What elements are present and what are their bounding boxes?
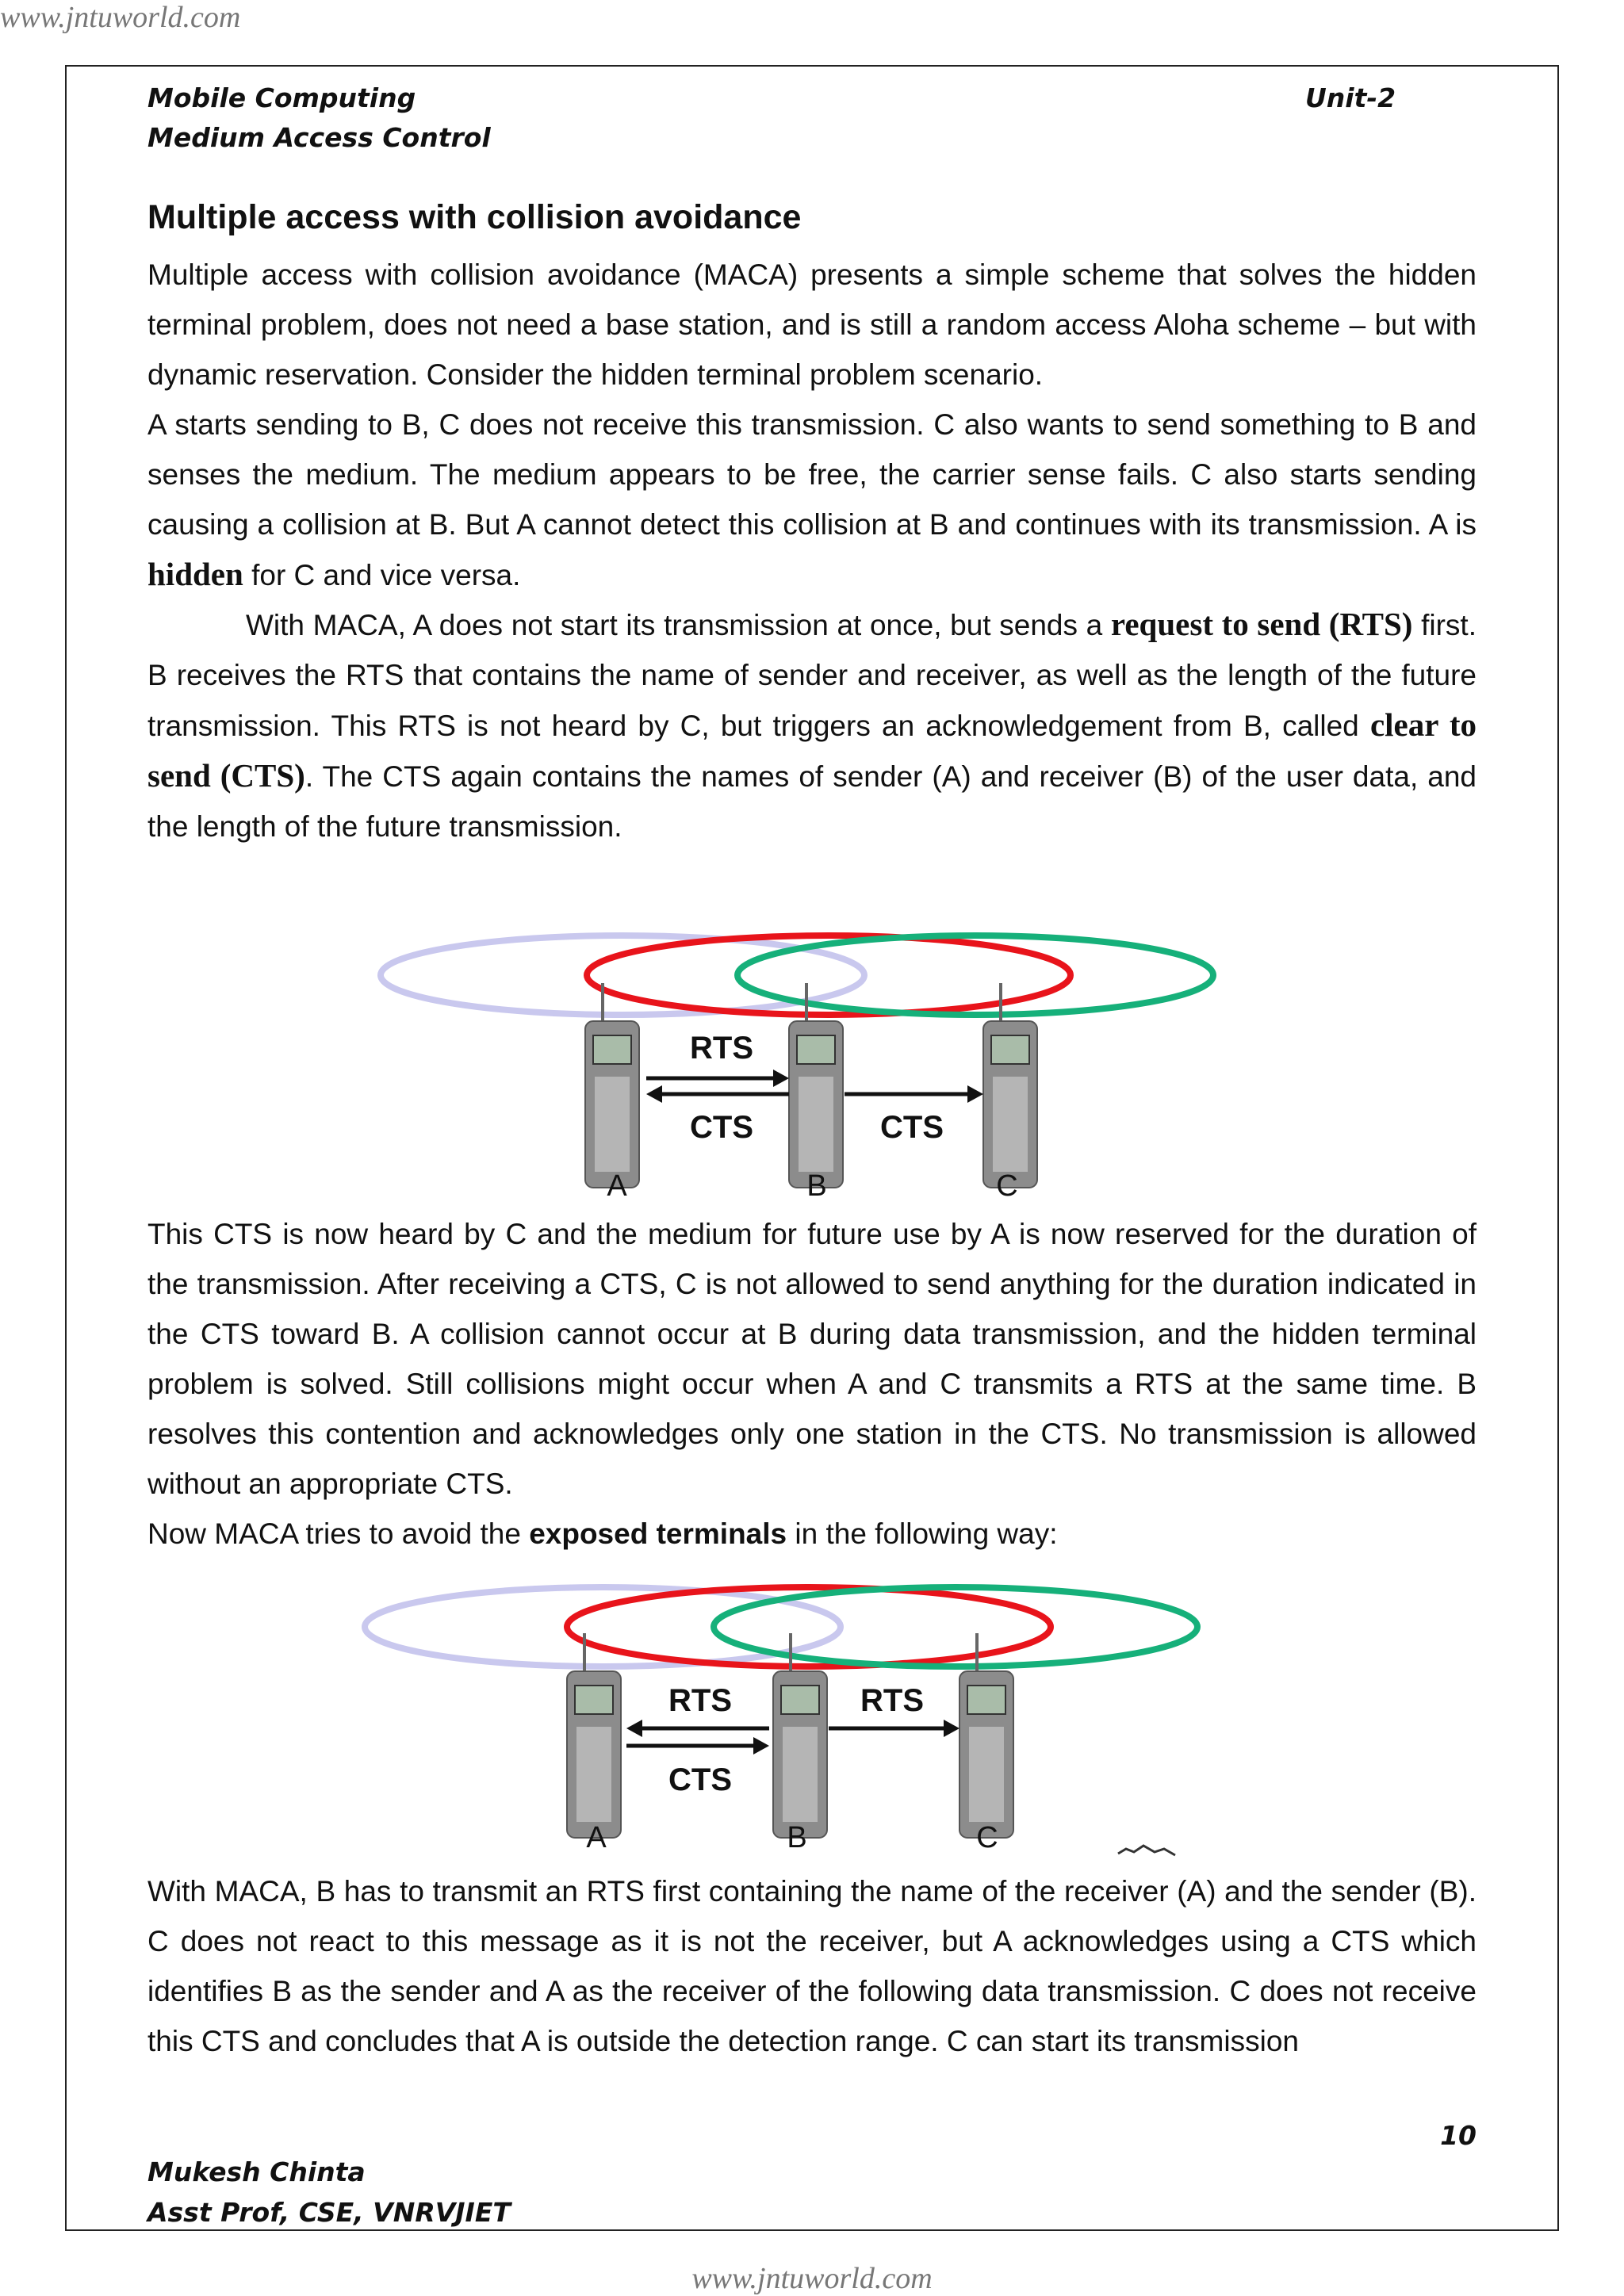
label-cts: CTS [668,1762,732,1797]
label-rts: RTS [690,1031,753,1066]
page-number: 10 [1440,2120,1477,2151]
bold-hidden: hidden [147,556,243,592]
paragraph-exposed-intro: Now MACA tries to avoid the exposed terminals in the following way: [147,1517,1058,1550]
paragraph-cts-heard: This CTS is now heard by C and the medium for future use by A is now reserved for the duration of the transmission. After receiving a CTS, C is not allowed to send anything for the duration indicated in the CTS toward B. A collision cannot occur at B during data transmission, and the hidden terminal problem is solved. Still collisions might occur when A and C transmits a RTS at the same time. B resolves this contention and acknowledges only one station in the CTS. No transmission is allowed without an appropriate CTS. [147,1218,1477,1500]
node-label-a: A [586,1821,607,1854]
section-title: Multiple access with collision avoidance [147,198,802,236]
header-unit: Unit-2 [1305,82,1396,113]
hidden-terminal-diagram [373,924,1277,1209]
label-rts-right: RTS [860,1683,924,1718]
node-label-b: B [806,1169,827,1203]
footer-position: Asst Prof, CSE, VNRVJIET [147,2197,511,2228]
scan-artifact [1118,1846,1175,1855]
footer-author: Mukesh Chinta [147,2156,366,2187]
node-label-a: A [607,1169,627,1203]
header-topic: Medium Access Control [147,122,491,153]
paragraph-rts-cts: With MACA, A does not start its transmission at once, but sends a request to send (RTS) first. B receives the RTS that contains the name of sender and receiver, as well as the length of the future transmission. This RTS is not heard by C, but triggers an acknowledgement from B, called clear to send (CTS). The CTS again contains the names of sender (A) and receiver (B) of the user data, and the length of the future transmission. [147,606,1477,843]
node-label-b: B [787,1821,807,1854]
range-ellipse-c [714,1587,1197,1667]
paragraph-maca-exposed: With MACA, B has to transmit an RTS first containing the name of the receiver (A) and the sender (B). C does not react to this message as it is not the receiver, but A acknowledges using a CTS which identifies B as the sender and A as the receiver of the following data transmission. C does not receive this CTS and concludes that A is outside the detection range. C can start its transmission [147,1875,1477,2057]
paragraph-hidden-scenario: A starts sending to B, C does not receive this transmission. C also wants to send something to B and senses the medium. The medium appears to be free, the carrier sense fails. C also starts sending causing a collision at B. But A cannot detect this collision at B and continues with its transmission. A is hidden for C and vice versa. [147,408,1477,592]
bold-cts: clear to send (CTS) [147,706,1477,794]
node-label-c: C [996,1169,1018,1203]
range-ellipse-c [737,936,1213,1015]
label-rts-left: RTS [668,1683,732,1718]
label-cts-left: CTS [690,1110,753,1145]
range-ellipse-b [587,936,1071,1015]
label-cts-right: CTS [880,1110,944,1145]
watermark-top: www.jntuworld.com [0,1,241,34]
bold-rts: request to send (RTS) [1110,606,1413,642]
exposed-terminal-diagram [353,1578,1257,1863]
paragraph-maca-intro: Multiple access with collision avoidance (MACA) presents a simple scheme that solves the hidden terminal problem, does not need a base station, and is still a random access Aloha scheme – but with dynamic reservation. Consider the hidden terminal problem scenario. [147,258,1477,391]
node-label-c: C [976,1821,998,1854]
bold-exposed-terminals: exposed terminals [529,1517,787,1550]
header-subject: Mobile Computing [147,82,416,113]
watermark-bottom: www.jntuworld.com [691,2262,933,2295]
